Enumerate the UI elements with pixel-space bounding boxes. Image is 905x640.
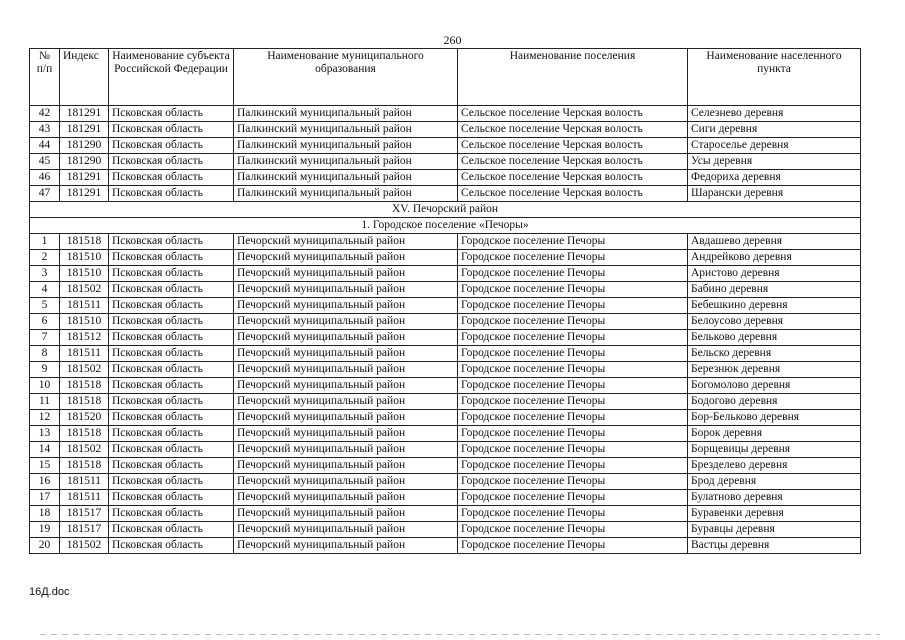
cell-municipality: Печорский муниципальный район [234,522,458,538]
cell-locality: Авдашево деревня [688,234,861,250]
cell-municipality: Печорский муниципальный район [234,426,458,442]
table-row [30,474,861,490]
subsection-title: 1. Городское поселение «Печоры» [30,218,861,234]
cell-index: 181517 [60,506,109,522]
cell-locality: Сиги деревня [688,122,861,138]
cell-num: 3 [30,266,60,282]
cell-num: 14 [30,442,60,458]
cell-index: 181511 [60,474,109,490]
cell-subject: Псковская область [109,154,234,170]
section-row [30,202,861,218]
cell-settlement: Городское поселение Печоры [458,426,688,442]
cell-subject: Псковская область [109,538,234,554]
cell-num: 4 [30,282,60,298]
cell-municipality: Печорский муниципальный район [234,314,458,330]
cell-index: 181502 [60,282,109,298]
cell-settlement: Городское поселение Печоры [458,442,688,458]
cell-num: 5 [30,298,60,314]
cell-locality: Селезнево деревня [688,106,861,122]
cell-municipality: Печорский муниципальный район [234,362,458,378]
cell-num: 8 [30,346,60,362]
cell-settlement: Городское поселение Печоры [458,346,688,362]
cell-subject: Псковская область [109,138,234,154]
cell-index: 181291 [60,170,109,186]
cell-subject: Псковская область [109,362,234,378]
table-row [30,538,861,554]
cell-num: 45 [30,154,60,170]
cell-index: 181518 [60,426,109,442]
cell-subject: Псковская область [109,458,234,474]
cell-settlement: Сельское поселение Черская волость [458,106,688,122]
cell-subject: Псковская область [109,298,234,314]
table-row [30,346,861,362]
table-row [30,122,861,138]
table-row [30,186,861,202]
table-row [30,106,861,122]
table-body-top [30,106,861,202]
page-number: 260 [443,33,462,47]
table-row [30,250,861,266]
cell-locality: Бельково деревня [688,330,861,346]
cell-num: 9 [30,362,60,378]
cell-subject: Псковская область [109,282,234,298]
table-row [30,362,861,378]
cell-subject: Псковская область [109,474,234,490]
table-row [30,378,861,394]
cell-index: 181510 [60,250,109,266]
cell-subject: Псковская область [109,234,234,250]
table-body-bottom [30,234,861,554]
cell-municipality: Палкинский муниципальный район [234,106,458,122]
cell-num: 46 [30,170,60,186]
cell-settlement: Городское поселение Печоры [458,410,688,426]
table-row [30,458,861,474]
table-row [30,298,861,314]
subsection-row [30,218,861,234]
table-row [30,410,861,426]
table-row [30,266,861,282]
cell-subject: Псковская область [109,122,234,138]
cell-settlement: Городское поселение Печоры [458,458,688,474]
cell-index: 181511 [60,490,109,506]
cell-locality: Буравенки деревня [688,506,861,522]
cell-municipality: Палкинский муниципальный район [234,122,458,138]
cell-num: 47 [30,186,60,202]
cell-locality: Белоусово деревня [688,314,861,330]
cell-num: 11 [30,394,60,410]
cell-municipality: Печорский муниципальный район [234,474,458,490]
cell-municipality: Палкинский муниципальный район [234,154,458,170]
cell-num: 1 [30,234,60,250]
cell-municipality: Палкинский муниципальный район [234,170,458,186]
cell-subject: Псковская область [109,442,234,458]
cell-subject: Псковская область [109,490,234,506]
cell-locality: Булатново деревня [688,490,861,506]
cell-index: 181502 [60,538,109,554]
header-municipality: Наименование муниципального образования [234,49,458,106]
cell-num: 16 [30,474,60,490]
cell-settlement: Городское поселение Печоры [458,282,688,298]
cell-locality: Бодогово деревня [688,394,861,410]
cell-locality: Бебешкино деревня [688,298,861,314]
cell-index: 181518 [60,378,109,394]
cell-num: 6 [30,314,60,330]
cell-settlement: Городское поселение Печоры [458,250,688,266]
cell-num: 7 [30,330,60,346]
table-row [30,234,861,250]
cell-municipality: Печорский муниципальный район [234,298,458,314]
cell-locality: Брод деревня [688,474,861,490]
cell-municipality: Печорский муниципальный район [234,490,458,506]
cell-num: 19 [30,522,60,538]
cell-settlement: Городское поселение Печоры [458,314,688,330]
section-title: XV. Печорский район [30,202,861,218]
cell-locality: Борок деревня [688,426,861,442]
cell-settlement: Городское поселение Печоры [458,362,688,378]
cell-locality: Бабино деревня [688,282,861,298]
cell-index: 181510 [60,266,109,282]
cell-settlement: Городское поселение Печоры [458,538,688,554]
cell-index: 181291 [60,186,109,202]
cell-settlement: Городское поселение Печоры [458,522,688,538]
cell-municipality: Печорский муниципальный район [234,506,458,522]
cell-num: 43 [30,122,60,138]
cell-settlement: Городское поселение Печоры [458,506,688,522]
cell-num: 13 [30,426,60,442]
cell-municipality: Печорский муниципальный район [234,458,458,474]
cell-municipality: Печорский муниципальный район [234,442,458,458]
cell-locality: Староселье деревня [688,138,861,154]
cell-subject: Псковская область [109,106,234,122]
scan-artifact-line [40,634,880,635]
cell-subject: Псковская область [109,330,234,346]
file-name-footer: 16Д.doc [29,586,70,598]
table-row [30,394,861,410]
cell-settlement: Городское поселение Печоры [458,266,688,282]
cell-locality: Брезделево деревня [688,458,861,474]
cell-subject: Псковская область [109,378,234,394]
cell-municipality: Печорский муниципальный район [234,234,458,250]
cell-subject: Псковская область [109,394,234,410]
cell-locality: Буравцы деревня [688,522,861,538]
cell-settlement: Городское поселение Печоры [458,330,688,346]
table-row [30,522,861,538]
cell-municipality: Печорский муниципальный район [234,346,458,362]
cell-locality: Березнюк деревня [688,362,861,378]
cell-settlement: Сельское поселение Черская волость [458,138,688,154]
settlements-table [29,48,861,554]
cell-subject: Псковская область [109,314,234,330]
cell-municipality: Печорский муниципальный район [234,330,458,346]
cell-municipality: Палкинский муниципальный район [234,186,458,202]
table-header-row [30,49,861,106]
cell-index: 181511 [60,346,109,362]
table-row [30,330,861,346]
table-row [30,490,861,506]
cell-locality: Усы деревня [688,154,861,170]
cell-settlement: Городское поселение Печоры [458,378,688,394]
header-locality: Наименование населенного пункта [688,49,861,106]
cell-locality: Аристово деревня [688,266,861,282]
cell-subject: Псковская область [109,250,234,266]
cell-index: 181520 [60,410,109,426]
header-settlement: Наименование поселения [458,49,688,106]
cell-locality: Бор-Бельково деревня [688,410,861,426]
header-subject: Наименование субъекта Российской Федерации [109,49,234,106]
cell-locality: Шарански деревня [688,186,861,202]
cell-index: 181291 [60,106,109,122]
table-row [30,154,861,170]
cell-municipality: Палкинский муниципальный район [234,138,458,154]
cell-settlement: Городское поселение Печоры [458,394,688,410]
cell-num: 42 [30,106,60,122]
cell-subject: Псковская область [109,266,234,282]
cell-index: 181512 [60,330,109,346]
cell-num: 20 [30,538,60,554]
cell-num: 10 [30,378,60,394]
cell-index: 181518 [60,234,109,250]
cell-locality: Бельско деревня [688,346,861,362]
cell-settlement: Сельское поселение Черская волость [458,170,688,186]
cell-num: 18 [30,506,60,522]
cell-num: 2 [30,250,60,266]
cell-num: 15 [30,458,60,474]
cell-municipality: Печорский муниципальный район [234,266,458,282]
cell-index: 181518 [60,458,109,474]
table-row [30,506,861,522]
cell-index: 181511 [60,298,109,314]
cell-municipality: Печорский муниципальный район [234,250,458,266]
cell-index: 181291 [60,122,109,138]
table-row [30,138,861,154]
cell-index: 181510 [60,314,109,330]
cell-index: 181290 [60,138,109,154]
cell-settlement: Городское поселение Печоры [458,298,688,314]
cell-num: 44 [30,138,60,154]
cell-locality: Андрейково деревня [688,250,861,266]
cell-subject: Псковская область [109,506,234,522]
cell-settlement: Сельское поселение Черская волость [458,154,688,170]
header-num: № п/п [30,49,60,106]
cell-subject: Псковская область [109,186,234,202]
cell-municipality: Печорский муниципальный район [234,378,458,394]
table-row [30,314,861,330]
cell-settlement: Сельское поселение Черская волость [458,122,688,138]
table-row [30,426,861,442]
cell-index: 181502 [60,442,109,458]
cell-municipality: Печорский муниципальный район [234,394,458,410]
cell-settlement: Сельское поселение Черская волость [458,186,688,202]
table-row [30,282,861,298]
cell-subject: Псковская область [109,410,234,426]
cell-settlement: Городское поселение Печоры [458,490,688,506]
table-row [30,170,861,186]
cell-settlement: Городское поселение Печоры [458,474,688,490]
cell-index: 181290 [60,154,109,170]
cell-subject: Псковская область [109,426,234,442]
cell-index: 181518 [60,394,109,410]
cell-subject: Псковская область [109,522,234,538]
cell-index: 181502 [60,362,109,378]
cell-settlement: Городское поселение Печоры [458,234,688,250]
header-index: Индекс [60,49,109,106]
cell-subject: Псковская область [109,170,234,186]
cell-locality: Богомолово деревня [688,378,861,394]
cell-subject: Псковская область [109,346,234,362]
cell-locality: Борщевицы деревня [688,442,861,458]
cell-num: 12 [30,410,60,426]
cell-locality: Вастцы деревня [688,538,861,554]
cell-index: 181517 [60,522,109,538]
cell-municipality: Печорский муниципальный район [234,538,458,554]
cell-municipality: Печорский муниципальный район [234,282,458,298]
cell-municipality: Печорский муниципальный район [234,410,458,426]
cell-num: 17 [30,490,60,506]
table-section [30,202,861,234]
cell-locality: Федориха деревня [688,170,861,186]
table-row [30,442,861,458]
